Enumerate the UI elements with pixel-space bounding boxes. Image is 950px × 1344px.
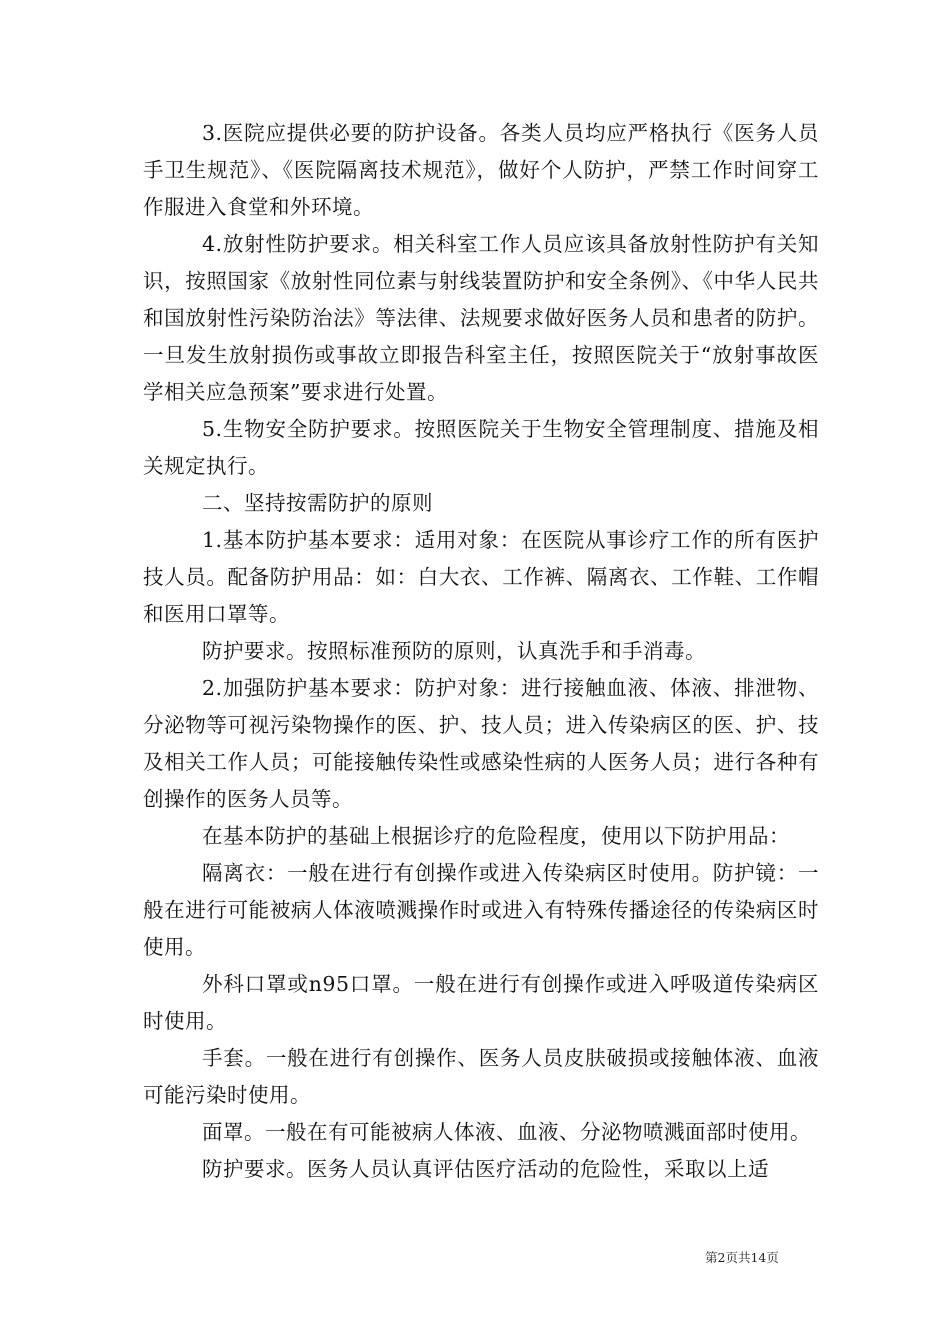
paragraph-biosafety: 5.生物安全防护要求。按照医院关于生物安全管理制度、措施及相关规定执行。 (143, 417, 819, 478)
paragraph-isolation-gown-goggles: 隔离衣：一般在进行有创操作或进入传染病区时使用。防护镜：一般在进行可能被病人体液喷溅操作时或进入有特殊传播途径的传染病区时使用。 (143, 861, 819, 959)
paragraph-surgical-mask: 外科口罩或n95口罩。一般在进行有创操作或进入呼吸道传染病区时使用。 (143, 972, 819, 1033)
paragraph-enhanced-protection: 2.加强防护基本要求：防护对象：进行接触血液、体液、排泄物、分泌物等可视污染物操作的医、护、技人员；进入传染病区的医、护、技及相关工作人员；可能接触传染性或感染性病的人医务人员；进行各种有创操作的医务人员等。 (143, 676, 819, 811)
paragraph-basic-protection: 1.基本防护基本要求：适用对象：在医院从事诊疗工作的所有医护技人员。配备防护用品：如：白大衣、工作裤、隔离衣、工作鞋、工作帽和医用口罩等。 (143, 528, 819, 626)
document-body (143, 115, 819, 1188)
paragraph-radiation-protection: 4.放射性防护要求。相关科室工作人员应该具备放射性防护有关知识，按照国家《放射性同位素与射线装置防护和安全条例》、《中华人民共和国放射性污染防治法》等法律、法规要求做好医务人员和患者的防护。一旦发生放射损伤或事故立即报告科室主任，按照医院关于“放射事故医学相关应急预案”要求进行处置。 (143, 232, 819, 404)
paragraph-gloves: 手套。一般在进行有创操作、医务人员皮肤破损或接触体液、血液可能污染时使用。 (143, 1046, 819, 1107)
paragraph-protective-items-intro: 在基本防护的基础上根据诊疗的危险程度，使用以下防护用品： (202, 824, 790, 848)
paragraph-basic-protection-requirement: 防护要求。按照标准预防的原则，认真洗手和手消毒。 (202, 639, 706, 663)
page-number-footer: 第2页共14页 (705, 1250, 779, 1265)
paragraph-protection-requirement: 防护要求。医务人员认真评估医疗活动的危险性，采取以上适 (202, 1157, 769, 1181)
paragraph-protective-equipment: 3.医院应提供必要的防护设备。各类人员均应严格执行《医务人员手卫生规范》、《医院隔离技术规范》，做好个人防护，严禁工作时间穿工作服进入食堂和外环境。 (143, 121, 819, 219)
paragraph-face-shield: 面罩。一般在有可能被病人体液、血液、分泌物喷溅面部时使用。 (202, 1120, 811, 1144)
section-heading-on-demand-protection: 二、坚持按需防护的原则 (202, 491, 433, 515)
